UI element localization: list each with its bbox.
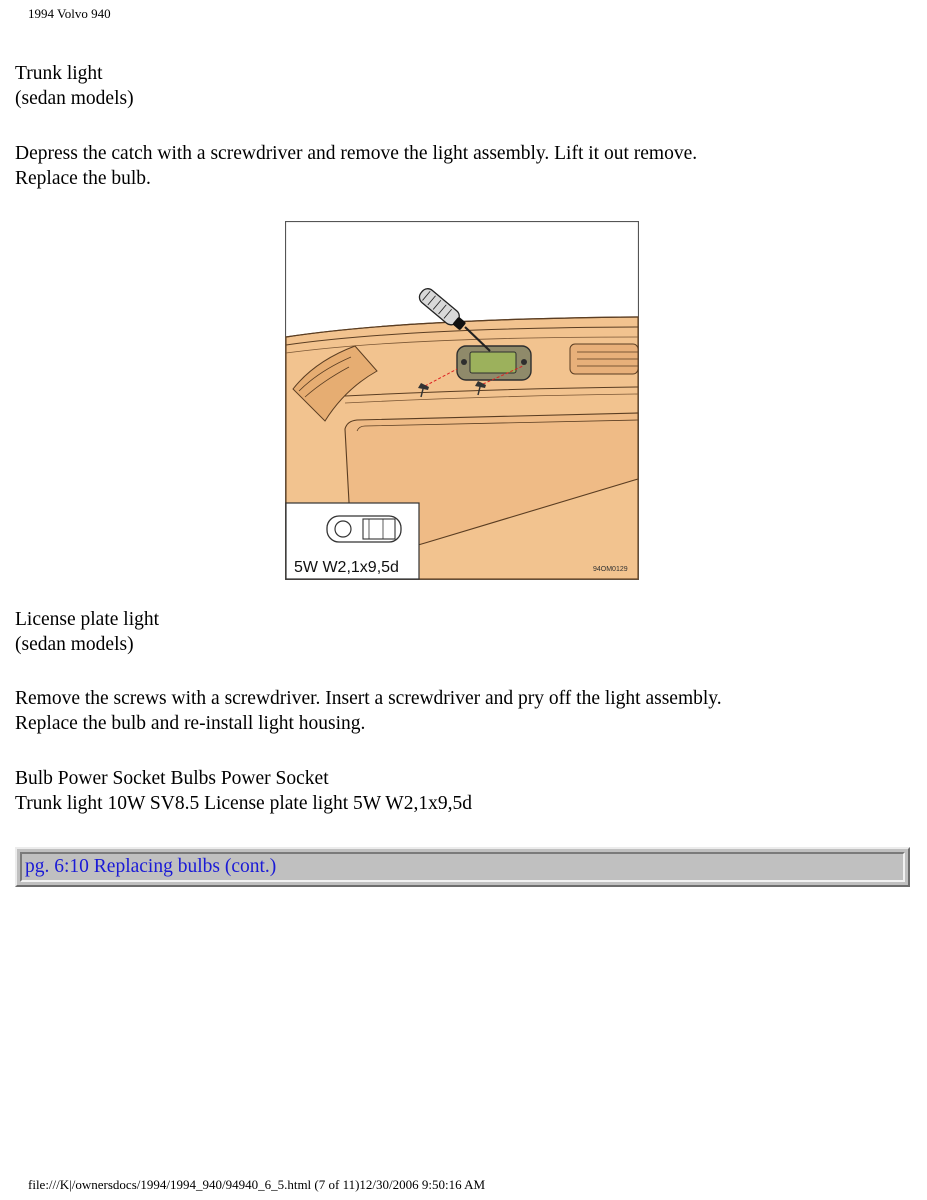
- license-plate-light-heading-line1: License plate light: [15, 609, 160, 630]
- page-nav-inner: [20, 852, 905, 882]
- trunk-light-illustration: [285, 221, 639, 580]
- trunk-light-instructions-line1: Depress the catch with a screwdriver and remove the light assembly. Lift it out remove.: [15, 143, 698, 164]
- trunk-light-heading: [15, 61, 134, 111]
- license-plate-light-heading: [15, 607, 159, 657]
- trunk-light-instructions-line2: Replace the bulb.: [15, 168, 151, 189]
- trunk-light-instructions: [15, 141, 697, 191]
- figure-code-label: 94OM0129: [593, 566, 628, 573]
- page-nav-bar: [15, 847, 910, 887]
- license-plate-light-instructions: [15, 686, 722, 736]
- license-plate-light-instructions-line1: Remove the screws with a screwdriver. Insert a screwdriver and pry off the light assembly.: [15, 688, 722, 709]
- bulb-spec-label: 5W W2,1x9,5d: [294, 559, 399, 576]
- bulb-spec-table-line1: Bulb Power Socket Bulbs Power Socket: [15, 768, 329, 789]
- page-footer-path: file:///K|/ownersdocs/1994/1994_940/94940_6_5.html (7 of 11)12/30/2006 9:50:16 AM: [28, 1177, 486, 1192]
- trunk-light-heading-line2: (sedan models): [15, 88, 134, 109]
- page-header-title: 1994 Volvo 940: [28, 6, 111, 21]
- bulb-spec-table: [15, 766, 472, 816]
- bulb-spec-table-line2: Trunk light 10W SV8.5 License plate light 5W W2,1x9,5d: [15, 793, 472, 814]
- license-plate-light-heading-line2: (sedan models): [15, 634, 134, 655]
- license-plate-light-instructions-line2: Replace the bulb and re-install light housing.: [15, 713, 366, 734]
- trunk-light-heading-line1: Trunk light: [15, 63, 103, 84]
- next-page-link[interactable]: pg. 6:10 Replacing bulbs (cont.): [25, 856, 277, 877]
